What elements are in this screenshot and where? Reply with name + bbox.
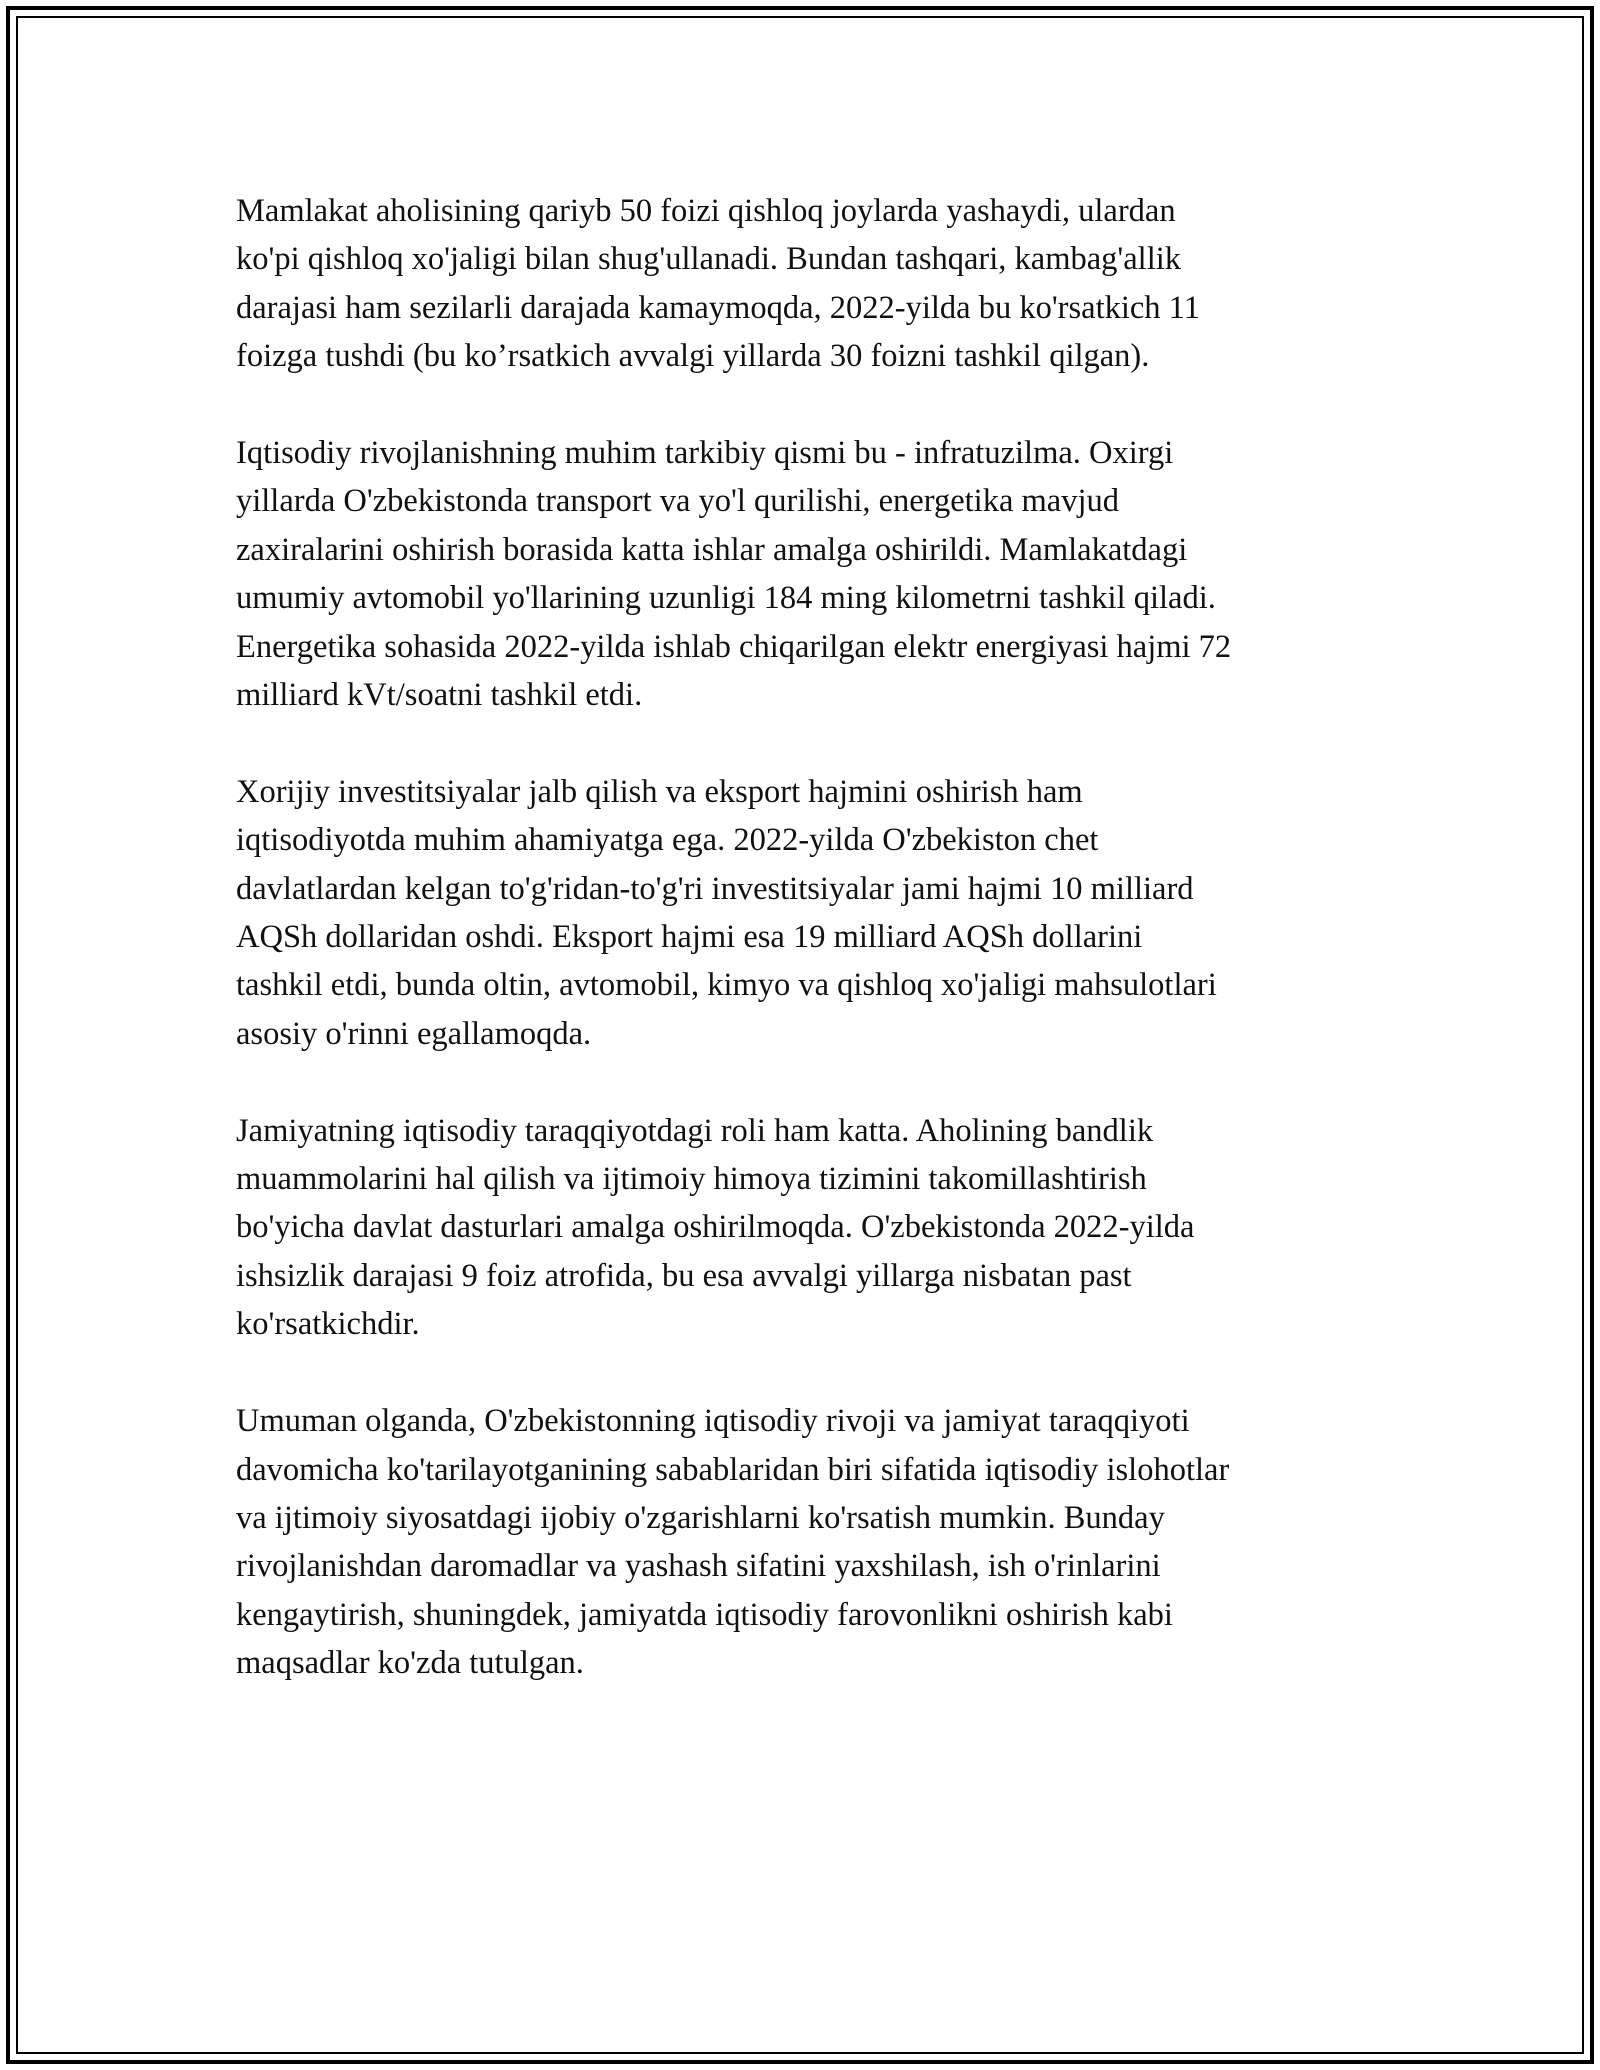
document-body [236, 187, 1366, 1736]
text-line: ko'rsatkichdir. [236, 1306, 420, 1343]
text-line: Jamiyatning iqtisodiy taraqqiyotdagi roli ham katta. Aholining bandlik [236, 1112, 1154, 1149]
text-line: davlatlardan kelgan to'g'ridan-to'g'ri investitsiyalar jami hajmi 10 milliard [236, 870, 1194, 907]
text-line: va ijtimoiy siyosatdagi ijobiy o'zgarishlarni ko'rsatish mumkin. Bunday [236, 1499, 1165, 1536]
text-line: milliard kVt/soatni tashkil etdi. [236, 677, 643, 714]
text-line: tashkil etdi, bunda oltin, avtomobil, kimyo va qishloq xo'jaligi mahsulotlari [236, 967, 1217, 1004]
text-line: foizga tushdi (bu ko’rsatkich avvalgi yillarda 30 foizni tashkil qilgan). [236, 338, 1150, 375]
text-line: Iqtisodiy rivojlanishning muhim tarkibiy qismi bu - infratuzilma. Oxirgi [236, 435, 1174, 472]
text-line: Xorijiy investitsiyalar jalb qilish va eksport hajmini oshirish ham [236, 773, 1083, 810]
text-line: Umuman olganda, O'zbekistonning iqtisodiy rivoji va jamiyat taraqqiyoti [236, 1403, 1190, 1440]
text-line: zaxiralarini oshirish borasida katta ishlar amalga oshirildi. Mamlakatdagi [236, 531, 1188, 568]
text-line: muammolarini hal qilish va ijtimoiy himoya tizimini takomillashtirish [236, 1161, 1147, 1198]
text-line: ishsizlik darajasi 9 foiz atrofida, bu esa avvalgi yillarga nisbatan past [236, 1257, 1132, 1294]
text-line: kengaytirish, shuningdek, jamiyatda iqtisodiy farovonlikni oshirish kabi [236, 1596, 1173, 1633]
paragraph-conclusion [236, 1397, 1366, 1687]
text-line: yillarda O'zbekistonda transport va yo'l qurilishi, energetika mavjud [236, 483, 1119, 520]
text-line: ko'pi qishloq xo'jaligi bilan shug'ullanadi. Bundan tashqari, kambag'allik [236, 241, 1182, 278]
text-line: iqtisodiyotda muhim ahamiyatga ega. 2022-yilda O'zbekiston chet [236, 822, 1099, 859]
text-line: davomicha ko'tarilayotganining sabablaridan biri sifatida iqtisodiy islohotlar [236, 1451, 1230, 1488]
text-line: umumiy avtomobil yo'llarining uzunligi 184 ming kilometrni tashkil qiladi. [236, 580, 1216, 617]
text-line: asosiy o'rinni egallamoqda. [236, 1015, 592, 1052]
text-line: AQSh dollaridan oshdi. Eksport hajmi esa 19 milliard AQSh dollarini [236, 919, 1143, 956]
paragraph-population [236, 187, 1366, 381]
text-line: Energetika sohasida 2022-yilda ishlab chiqarilgan elektr energiyasi hajmi 72 [236, 628, 1232, 665]
paragraph-society [236, 1107, 1366, 1349]
text-line: darajasi ham sezilarli darajada kamaymoqda, 2022-yilda bu ko'rsatkich 11 [236, 289, 1200, 326]
text-line: Mamlakat aholisining qariyb 50 foizi qishloq joylarda yashaydi, ulardan [236, 193, 1176, 229]
text-line: bo'yicha davlat dasturlari amalga oshirilmoqda. O'zbekistonda 2022-yilda [236, 1209, 1195, 1246]
text-line: rivojlanishdan daromadlar va yashash sifatini yaxshilash, ish o'rinlarini [236, 1548, 1161, 1585]
paragraph-investment-export [236, 768, 1366, 1058]
paragraph-infrastructure [236, 429, 1366, 719]
text-line: maqsadlar ko'zda tutulgan. [236, 1645, 584, 1682]
